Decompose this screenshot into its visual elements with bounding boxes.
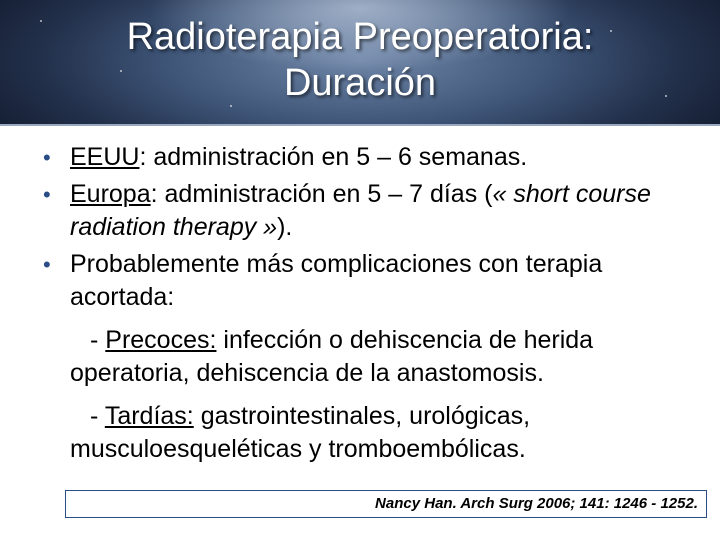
slide-body: [40, 141, 690, 466]
bullet-suffix: ).: [277, 213, 293, 241]
subitem-term: Tardías:: [104, 402, 194, 430]
bullet-dot-icon: •: [43, 145, 51, 170]
subitem-text: infección o dehiscencia de herida operatoria, dehiscencia de la anastomosis.: [70, 326, 594, 387]
bullet-europa: [40, 178, 690, 244]
bullet-complicaciones: [40, 248, 690, 314]
bullet-term: Europa: [70, 180, 151, 208]
subitem-text: gastrointestinales, urológicas, musculoesqueléticas y tromboembólicas.: [70, 402, 531, 463]
bullet-dot-icon: •: [43, 252, 51, 277]
title-banner: [0, 0, 720, 126]
slide-title: [0, 14, 720, 106]
bullet-eeuu: [40, 141, 690, 174]
bullet-italic-text: « short course radiation therapy »: [70, 180, 651, 241]
bullet-dot-icon: •: [43, 182, 51, 207]
subitem-precoces: [40, 324, 690, 390]
bullet-text: Probablemente más complicaciones con terapia acortada:: [70, 250, 603, 311]
slide-title-line-2: Duración: [283, 62, 437, 104]
subitem-dash: -: [90, 326, 106, 354]
subitem-dash: -: [90, 402, 105, 430]
slide-title-line-1: Radioterapia Preoperatoria:: [126, 16, 594, 58]
reference-box: [65, 490, 707, 518]
subitem-term: Precoces:: [105, 326, 217, 354]
bullet-text: : administración en 5 – 6 semanas.: [139, 143, 528, 171]
reference-citation: Nancy Han. Arch Surg 2006; 141: 1246 - 1252.: [375, 495, 698, 512]
bullet-term: EEUU: [70, 143, 140, 171]
subitem-tardias: [40, 400, 690, 466]
bullet-text: : administración en 5 – 7 días (: [150, 180, 493, 208]
